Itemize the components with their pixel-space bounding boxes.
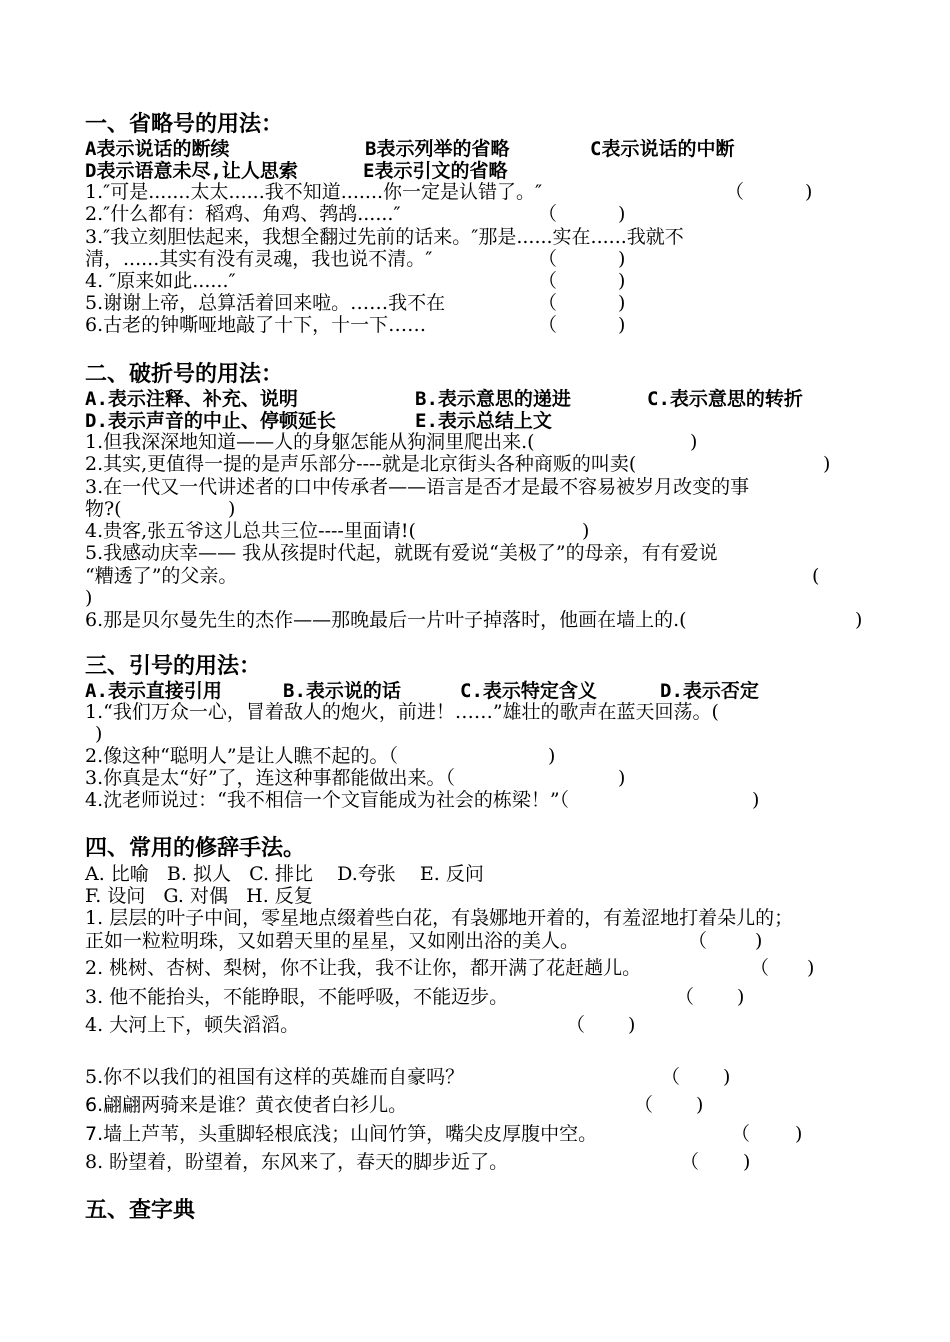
s1-option-b: B表示列举的省略: [365, 138, 510, 160]
s1-item-6: 6.古老的钟嘶哑地敲了十下，十一下……: [85, 314, 427, 336]
section-2-title: 二、破折号的用法：: [85, 362, 284, 387]
s4-item-8: 8. 盼望着，盼望着，东风来了，春天的脚步近了。: [85, 1151, 509, 1173]
s1-option-d: D表示语意未尽,让人思索: [85, 160, 298, 182]
s4-options-row-1: A. 比喻 B. 拟人 C. 排比 D.夸张 E. 反问: [85, 863, 484, 885]
s2-item-4: 4.贵客,张五爷这儿总共三位----里面请!(: [85, 520, 416, 542]
s4-item-1-cont: 正如一粒粒明珠，又如碧天里的星星，又如刚出浴的美人。: [85, 930, 580, 952]
s1-option-e: E表示引文的省略: [363, 160, 508, 182]
answer-bracket: （: [634, 1094, 654, 1116]
s2-option-c: C.表示意思的转折: [647, 388, 803, 410]
answer-bracket: （: [538, 292, 558, 314]
s3-item-4: 4.沈老师说过：“我不相信一个文盲能成为社会的栋梁！”（: [85, 789, 570, 811]
answer-bracket: ): [690, 431, 698, 453]
s3-option-b: B.表示说的话: [283, 680, 401, 702]
s1-item-5: 5.谢谢上帝，总算活着回来啦。……我不在: [85, 292, 446, 314]
s4-item-1: 1. 层层的叶子中间，零星地点缀着些白花，有袅娜地开着的，有羞涩地打着朵儿的；: [85, 907, 794, 929]
answer-bracket: （: [566, 1014, 586, 1036]
s1-option-a: A表示说话的断续: [85, 138, 230, 160]
answer-bracket: （: [538, 248, 558, 270]
s3-item-1: 1.“我们万众一心，冒着敌人的炮火，前进！……”雄壮的歌声在蓝天回荡。(: [85, 701, 719, 723]
answer-bracket: ): [805, 181, 813, 203]
s3-option-d: D.表示否定: [660, 680, 759, 702]
s4-item-6: 6.翩翩两骑来是谁？黄衣使者白衫儿。: [85, 1094, 408, 1116]
s4-item-5: 5.你不以我们的祖国有这样的英雄而自豪吗？: [85, 1066, 465, 1088]
answer-bracket: ): [807, 957, 815, 979]
s2-item-3-cont: 物?(: [85, 498, 122, 520]
answer-bracket: ): [582, 520, 590, 542]
answer-bracket: ): [795, 1123, 803, 1145]
answer-bracket: ): [618, 248, 626, 270]
answer-bracket: （: [725, 181, 745, 203]
s4-options-row-2: F. 设问 G. 对偶 H. 反复: [85, 885, 313, 907]
answer-bracket: ): [618, 767, 626, 789]
answer-bracket: ): [548, 745, 556, 767]
s1-item-2: 2.″什么都有：稻鸡、角鸡、鹁鸪......″: [85, 203, 401, 225]
answer-bracket: （: [750, 957, 770, 979]
s2-option-d: D.表示声音的中止、停顿延长: [85, 410, 336, 432]
answer-bracket: ): [618, 203, 626, 225]
answer-bracket: ): [228, 498, 236, 520]
s2-item-5: 5.我感动庆幸—— 我从孩提时代起，就既有爱说“美极了”的母亲，有有爱说: [85, 542, 718, 564]
answer-bracket: ): [723, 1066, 731, 1088]
answer-bracket: ): [755, 930, 763, 952]
s1-item-1: 1.″可是.......太太......我不知道.......你一定是认错了。″: [85, 181, 543, 203]
answer-bracket: ): [823, 453, 831, 475]
answer-bracket: ): [752, 789, 760, 811]
answer-bracket: （: [680, 1151, 700, 1173]
answer-bracket: ): [95, 723, 103, 745]
s4-item-7: 7.墙上芦苇，头重脚轻根底浅；山间竹笋，嘴尖皮厚腹中空。: [85, 1123, 598, 1145]
s3-item-2: 2.像这种“聪明人”是让人瞧不起的。（: [85, 745, 399, 767]
answer-bracket: （: [538, 314, 558, 336]
s1-option-c: C表示说话的中断: [590, 138, 735, 160]
answer-bracket: ): [618, 292, 626, 314]
s2-item-1: 1.但我深深地知道——人的身躯怎能从狗洞里爬出来.(: [85, 431, 535, 453]
answer-bracket: （: [538, 270, 558, 292]
answer-bracket: （: [538, 203, 558, 225]
answer-bracket: （: [731, 1123, 751, 1145]
s4-item-4: 4. 大河上下，顿失滔滔。: [85, 1014, 300, 1036]
s1-item-3-cont: 清，......其实有没有灵魂，我也说不清。″: [85, 248, 433, 270]
answer-bracket: ): [855, 609, 863, 631]
answer-bracket: (: [812, 565, 820, 587]
s2-item-2: 2.其实,更值得一提的是声乐部分----就是北京街头各种商贩的叫卖(: [85, 453, 637, 475]
answer-bracket: （: [675, 986, 695, 1008]
s1-item-3: 3.″我立刻胆怯起来，我想全翻过先前的话来。″那是......实在......我就不: [85, 226, 684, 248]
s2-item-3: 3.在一代又一代讲述者的口中传承者——语言是否才是最不容易被岁月改变的事: [85, 476, 750, 498]
answer-bracket: ): [85, 587, 93, 609]
answer-bracket: （: [688, 930, 708, 952]
s3-option-c: C.表示特定含义: [460, 680, 597, 702]
answer-bracket: ): [696, 1094, 704, 1116]
s2-option-b: B.表示意思的递进: [415, 388, 571, 410]
answer-bracket: ): [628, 1014, 636, 1036]
s3-option-a: A.表示直接引用: [85, 680, 222, 702]
answer-bracket: ): [618, 270, 626, 292]
s3-item-3: 3.你真是太“好”了，连这种事都能做出来。（: [85, 767, 456, 789]
answer-bracket: ): [743, 1151, 751, 1173]
section-4-title: 四、常用的修辞手法。: [85, 836, 306, 861]
section-1-title: 一、省略号的用法：: [85, 112, 284, 137]
s2-item-5-cont: “糟透了”的父亲。: [85, 565, 238, 587]
answer-bracket: ): [618, 314, 626, 336]
answer-bracket: ): [737, 986, 745, 1008]
answer-bracket: （: [661, 1066, 681, 1088]
s1-item-4: 4. ″原来如此......″: [85, 270, 236, 292]
s2-option-a: A.表示注释、补充、说明: [85, 388, 298, 410]
s2-item-6: 6.那是贝尔曼先生的杰作——那晚最后一片叶子掉落时，他画在墙上的.(: [85, 609, 687, 631]
section-3-title: 三、引号的用法：: [85, 654, 262, 679]
section-5-title: 五、查字典: [85, 1198, 196, 1223]
s2-option-e: E.表示总结上文: [415, 410, 552, 432]
s4-item-3: 3. 他不能抬头，不能睁眼，不能呼吸，不能迈步。: [85, 986, 509, 1008]
s4-item-2: 2. 桃树、杏树、梨树，你不让我，我不让你，都开满了花赶趟儿。: [85, 957, 642, 979]
